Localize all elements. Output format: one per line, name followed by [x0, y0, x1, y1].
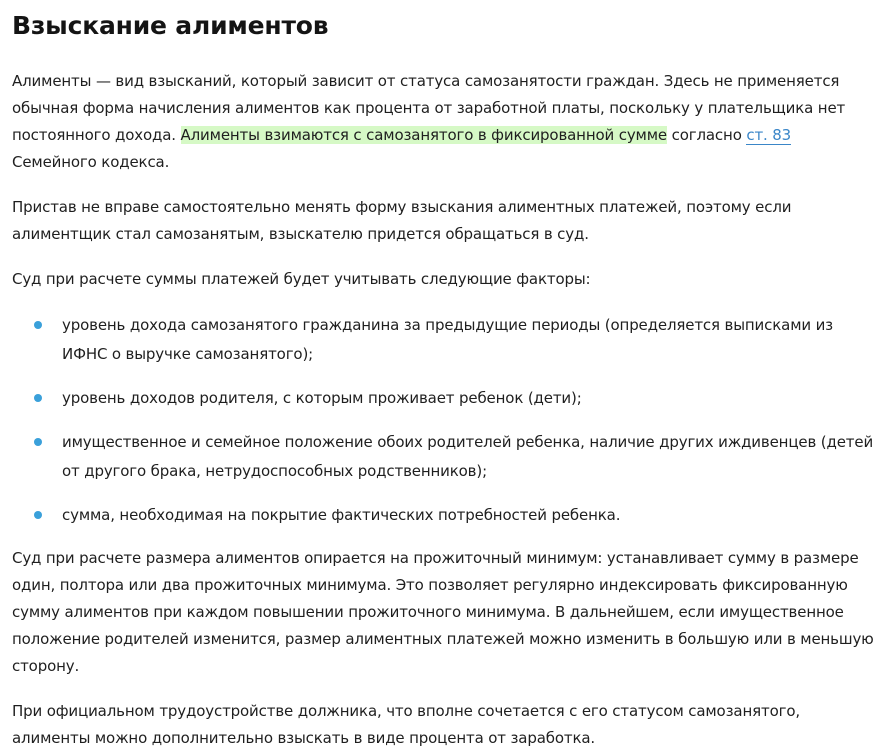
bullet-icon	[34, 511, 42, 519]
list-item-text: уровень дохода самозанятого гражданина за предыдущие периоды (определяется выписками из ИФНС о выручке самозанятого);	[62, 316, 834, 363]
list-item	[12, 501, 878, 530]
page-title: Взыскание алиментов	[12, 11, 329, 40]
list-item-text: имущественное и семейное положение обоих родителей ребенка, наличие других иждивенцев (детей от другого брака, нетрудоспособных родственников);	[62, 433, 874, 480]
intro-text-middle: согласно	[666, 126, 747, 144]
list-item-text: уровень доходов родителя, с которым проживает ребенок (дети);	[62, 389, 582, 407]
bullet-icon	[34, 438, 42, 446]
factors-list	[12, 311, 878, 530]
paragraph-factors-intro: Суд при расчете суммы платежей будет учитывать следующие факторы:	[12, 270, 591, 288]
bullet-icon	[34, 321, 42, 329]
list-item	[12, 384, 878, 413]
bullet-icon	[34, 394, 42, 402]
list-item-text: сумма, необходимая на покрытие фактических потребностей ребенка.	[62, 506, 621, 524]
list-item	[12, 428, 878, 486]
paragraph-official-employment: При официальном трудоустройстве должника, что вполне сочетается с его статусом самозанятого, алименты можно дополнительно взыскать в виде процента от заработка.	[12, 702, 800, 747]
paragraph-intro	[12, 68, 878, 176]
list-item	[12, 311, 878, 369]
intro-text: Алименты — вид взысканий, который зависит от статуса самозанятости граждан. Здесь не применяется обычная форма начисления алиментов как процента от заработной платы, поскольку у плательщика нет постоянного дохода.	[12, 72, 846, 144]
paragraph-subsistence-minimum: Суд при расчете размера алиментов опирается на прожиточный минимум: устанавливает сумму в размере один, полтора или два прожиточных минимума. Это позволяет регулярно индексировать фиксированную сумму алиментов при каждом повышении прожиточного минимума. В дальнейшем, если имущественное положение родителей изменится, размер алиментных платежей можно изменить в большую или в меньшую сторону.	[12, 549, 874, 675]
paragraph-bailiff: Пристав не вправе самостоятельно менять форму взыскания алиментных платежей, поэтому если алиментщик стал самозанятым, взыскателю придется обращаться в суд.	[12, 198, 792, 243]
highlighted-text: Алименты взимаются с самозанятого в фиксированной сумме	[180, 126, 667, 144]
intro-text-end: Семейного кодекса.	[12, 153, 170, 171]
article-83-link[interactable]: ст. 83	[746, 126, 792, 144]
